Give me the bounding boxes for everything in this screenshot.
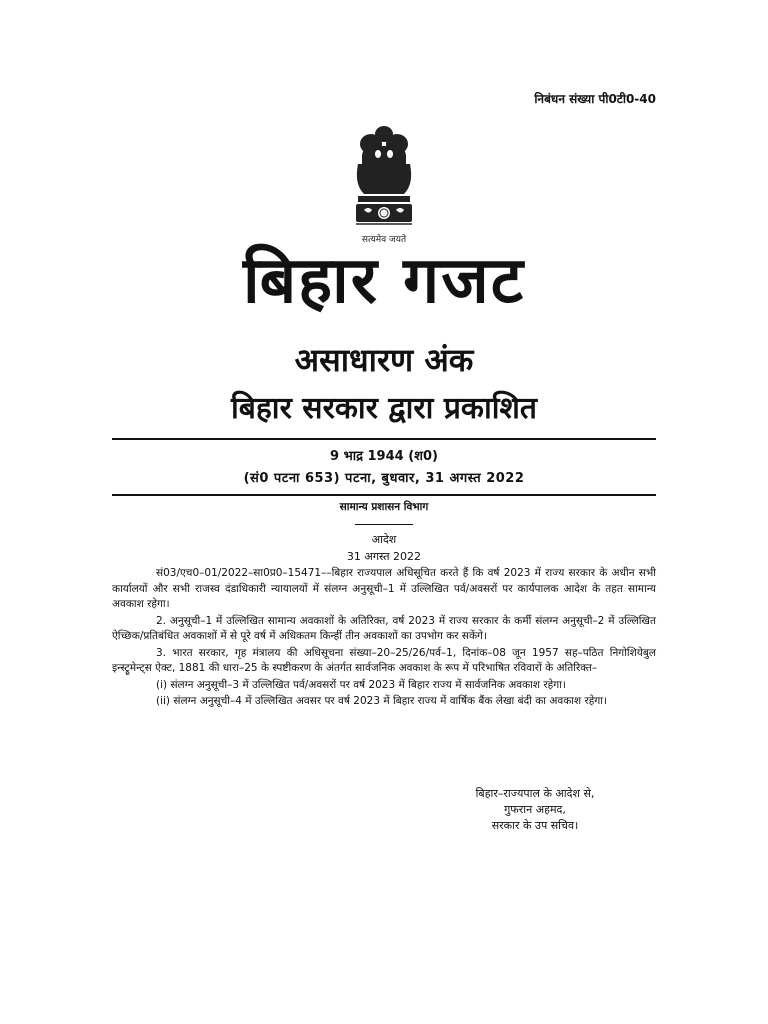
registration-number: निबंधन संख्या पी0टी0-40 <box>534 92 656 106</box>
paragraph-3: 3. भारत सरकार, गृह मंत्रालय की अधिसूचना संख्या–20–25/26/पर्व–1, दिनांक–08 जून 1957 सह–पठित निगोशियेबुल इन्स्ट्रूमेन्ट्स ऐक्ट, 1881 की धारा–25 के स्पष्टीकरण के अंतर्गत सार्वजनिक अवकाश के रूप में परिभाषित रविवारों के अतिरिक्त– <box>112 646 656 674</box>
signatory-designation: सरकार के उप सचिव। <box>491 819 579 832</box>
emblem-motto: सत्यमेव जयते <box>361 235 407 245</box>
state-emblem-icon <box>344 124 424 248</box>
order-title: आदेश <box>371 533 397 546</box>
short-divider <box>355 524 413 525</box>
gazette-title: बिहार गजट <box>243 244 525 318</box>
signatory-name: गुफरान अहमद, <box>504 803 566 816</box>
sub-clause-ii: (ii) संलग्न अनुसूची–4 में उल्लिखित अवसर पर वर्ष 2023 में बिहार राज्य में वार्षिक बैंक लेखा बंदी का अवकाश रहेगा। <box>156 695 607 707</box>
signature-block <box>430 786 640 834</box>
published-by: बिहार सरकार द्वारा प्रकाशित <box>230 391 538 426</box>
paragraph-2: 2. अनुसूची–1 में उल्लिखित सामान्य अवकाशों के अतिरिक्त, वर्ष 2023 में राज्य सरकार के कर्मी संलग्न अनुसूची–2 में उल्लिखित ऐच्छिक/प्रतिबंधित अवकाशों में से पूरे वर्ष में अधिकतम किन्हीं तीन अवकाशों का उपभोग कर सकेंगे। <box>112 614 656 642</box>
bottom-divider <box>112 494 656 496</box>
top-divider <box>112 438 656 440</box>
issue-line: (सं0 पटना 653) पटना, बुधवार, 31 अगस्त 2022 <box>243 471 525 486</box>
sub-clause-i: (i) संलग्न अनुसूची–3 में उल्लिखित पर्व/अवसरों पर वर्ष 2023 में बिहार राज्य में सार्वजनिक अवकाश रहेगा। <box>156 678 566 691</box>
signature-line-1: बिहार–राज्यपाल के आदेश से, <box>475 787 595 800</box>
extraordinary-issue-label: असाधारण अंक <box>294 341 474 379</box>
department-name: सामान्य प्रशासन विभाग <box>339 501 429 513</box>
paragraph-1: सं03/एच0–01/2022–सा0प्र0–15471––बिहार राज्यपाल अधिसूचित करते हैं कि वर्ष 2023 में राज्य सरकार के अधीन सभी कार्यालयों और सभी राजस्व दंडाधिकारी न्यायालयों में संलग्न अनुसूची–1 में उल्लिखित पर्व/अवसरों पर कार्यपालक आदेश के तहत सामान्य अवकाश रहेगा। <box>112 567 656 610</box>
shaka-date: 9 भाद्र 1944 (श0) <box>330 449 438 464</box>
order-date: 31 अगस्त 2022 <box>346 550 422 563</box>
order-body <box>112 566 656 711</box>
